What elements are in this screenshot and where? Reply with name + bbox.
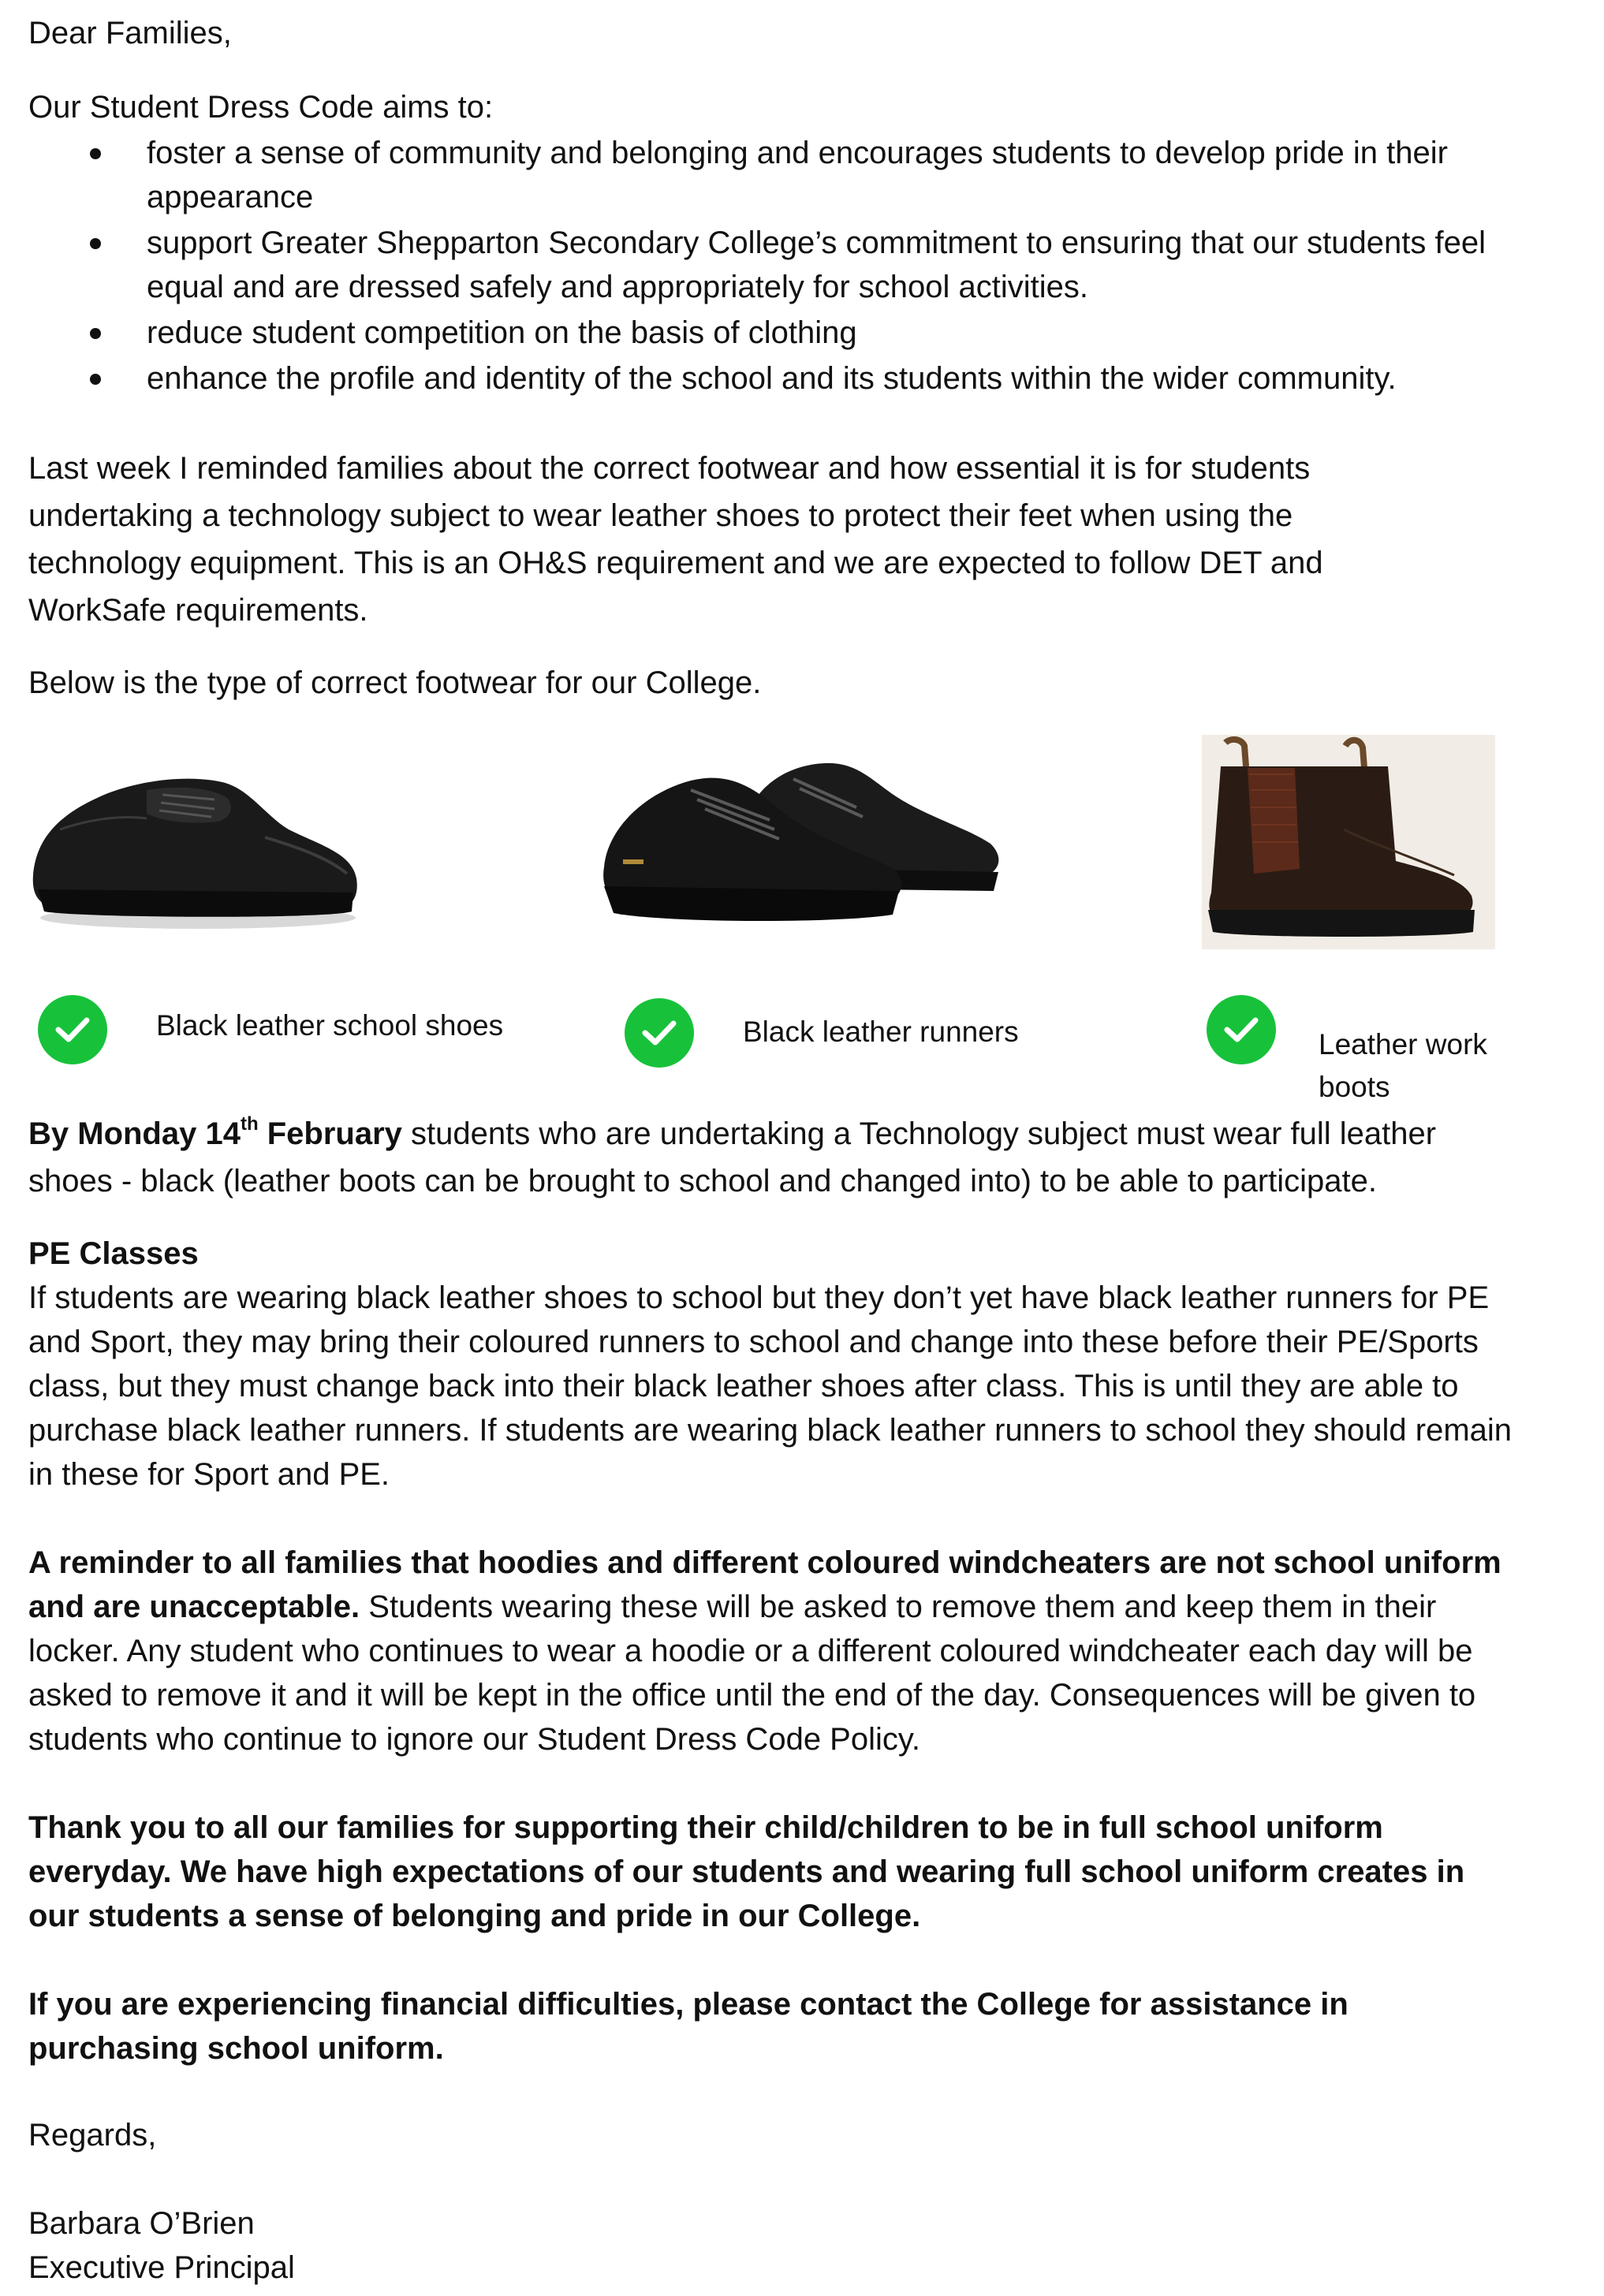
financial-paragraph: If you are experiencing financial difficulties, please contact the College for assistance in purchasing school uniform. [28,1987,1348,2066]
list-item [28,131,1527,219]
aim-text: foster a sense of community and belonging and encourages students to develop pride in their appearance [147,136,1448,214]
thanks-paragraph: Thank you to all our families for supporting their child/children to be in full school uniform everyday. We have high expectations of our students and wearing full school uniform creates in our students a sense of belonging and pride in our College. [28,1810,1465,1933]
deadline-text: students who are undertaking a Technology subject must wear full leather shoes - black (leather boots can be brought to school and changed into) to be able to participate. [28,1116,1437,1198]
bullet-icon [90,374,101,385]
deadline-ordinal: th [240,1113,259,1135]
bullet-icon [90,148,101,159]
reminder-bold: A reminder to all families that hoodies and different coloured windcheaters are not school uniform and are unacceptable. [28,1545,1501,1624]
caption-work-boots: Leather work boots [1319,1028,1487,1103]
reminder-paragraph [28,1541,1511,1761]
list-item [28,221,1527,309]
intro-line: Our Student Dress Code aims to: [28,90,494,125]
footwear-intro: Below is the type of correct footwear for our College. [28,665,762,700]
school-shoe-image [28,743,363,948]
greeting: Dear Families, [28,16,232,50]
signature-name: Barbara O’Brien [28,2206,255,2241]
check-icon [38,995,107,1064]
signature-title: Executive Principal [28,2250,295,2285]
bullet-icon [90,238,101,249]
reminder-text: Students wearing these will be asked to remove them and keep them in their locker. Any student who continues to wear a hoodie or a different coloured windcheater each day will be asked to remove it and it will be kept in the office until the end of the day. Consequences will be given to students who continue to ignore our Student Dress Code Policy. [28,1590,1476,1757]
pe-body: If students are wearing black leather shoes to school but they don’t yet have black leather runners for PE and Sport, they may bring their coloured runners to school and change into these before their PE/Sports class, but they must change back into their black leather shoes after class. This is until they are able to purchase black leather runners. If students are wearing black leather runners to school they should remain in these for Sport and PE. [28,1280,1513,1492]
pe-heading: PE Classes [28,1236,199,1271]
list-item [28,356,1527,401]
list-item [28,311,1527,355]
deadline-paragraph [28,1110,1527,1205]
aim-text: enhance the profile and identity of the school and its students within the wider community. [147,361,1397,396]
work-boot-image [1202,735,1495,949]
pe-section [28,1232,1527,1496]
check-icon [1207,995,1276,1064]
closing: Regards, [28,2118,157,2152]
aims-list [28,131,1527,402]
deadline-month: February [258,1116,402,1151]
caption-school-shoes: Black leather school shoes [156,1009,504,1042]
bullet-icon [90,328,101,339]
check-icon [625,998,694,1068]
aim-text: reduce student competition on the basis of clothing [147,315,857,350]
deadline-date: By Monday 14 [28,1116,241,1151]
footwear-paragraph: Last week I reminded families about the correct footwear and how essential it is for students undertaking a technology subject to wear leather shoes to protect their feet when using the technology equipment. This is an OH&S requirement and we are expected to follow DET and WorkSafe requirements. [28,451,1323,628]
aim-text: support Greater Shepparton Secondary College’s commitment to ensuring that our students feel equal and are dressed safely and appropriately for school activities. [147,226,1486,304]
caption-runners: Black leather runners [743,1016,1019,1048]
runner-image [596,741,1038,946]
